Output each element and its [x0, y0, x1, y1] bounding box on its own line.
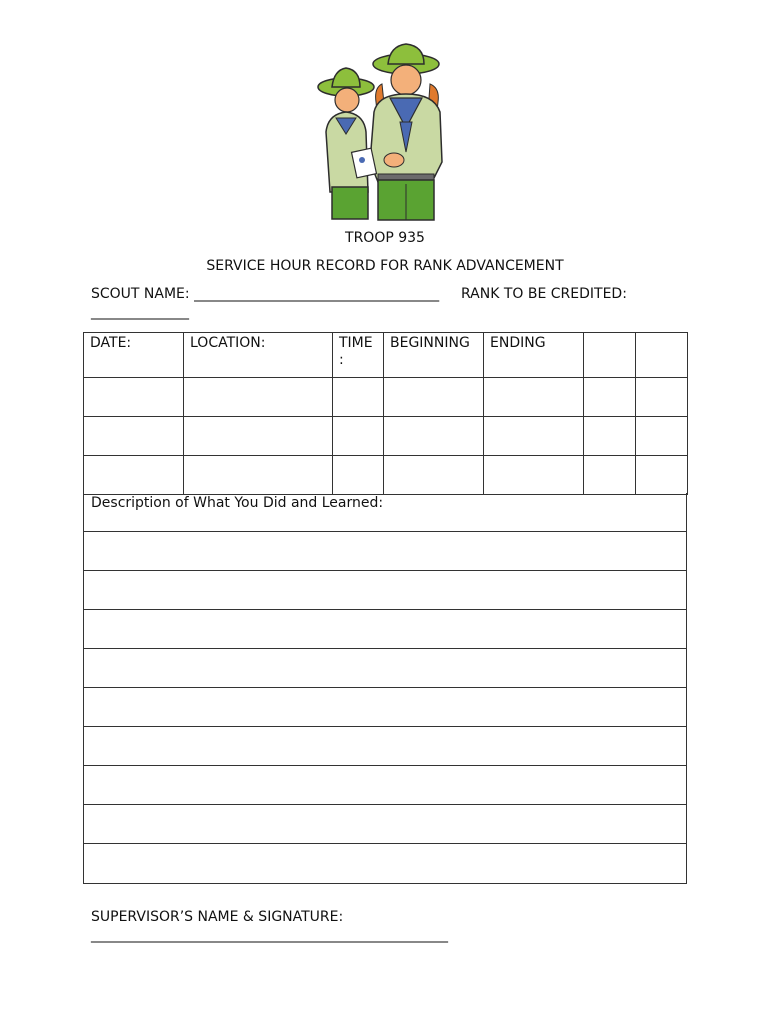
scout-name-field[interactable]: SCOUT NAME: ___________________________________	[91, 286, 440, 302]
description-box	[83, 493, 687, 884]
cell[interactable]	[333, 456, 384, 495]
cell[interactable]	[584, 417, 636, 456]
header-location: LOCATION:	[184, 333, 333, 378]
two-scouts-reading-map-illustration	[312, 42, 462, 222]
header-time: TIME :	[333, 333, 384, 378]
table-header-row	[84, 333, 688, 378]
description-label: Description of What You Did and Learned:	[84, 493, 686, 532]
cell[interactable]	[484, 417, 584, 456]
header-blank-2	[636, 333, 688, 378]
table-row	[84, 456, 688, 495]
description-line[interactable]	[84, 805, 686, 844]
description-line[interactable]	[84, 844, 686, 883]
cell[interactable]	[184, 378, 333, 417]
service-hours-table	[83, 332, 688, 495]
rank-field[interactable]: ______________	[91, 304, 189, 320]
header-date: DATE:	[84, 333, 184, 378]
description-line[interactable]	[84, 571, 686, 610]
header-blank-1	[584, 333, 636, 378]
description-line[interactable]	[84, 532, 686, 571]
header-ending: ENDING	[484, 333, 584, 378]
cell[interactable]	[484, 378, 584, 417]
supervisor-signature-field[interactable]: ___________________________________________________	[91, 927, 448, 943]
form-title: SERVICE HOUR RECORD FOR RANK ADVANCEMENT	[206, 258, 564, 274]
description-line[interactable]	[84, 766, 686, 805]
header-beginning: BEGINNING	[384, 333, 484, 378]
description-line[interactable]	[84, 688, 686, 727]
cell[interactable]	[384, 456, 484, 495]
cell[interactable]	[184, 456, 333, 495]
cell[interactable]	[84, 456, 184, 495]
cell[interactable]	[636, 456, 688, 495]
cell[interactable]	[584, 456, 636, 495]
table-row	[84, 417, 688, 456]
description-line[interactable]	[84, 649, 686, 688]
cell[interactable]	[333, 417, 384, 456]
table-row	[84, 378, 688, 417]
supervisor-label: SUPERVISOR’S NAME & SIGNATURE:	[91, 909, 344, 925]
cell[interactable]	[484, 456, 584, 495]
cell[interactable]	[584, 378, 636, 417]
cell[interactable]	[636, 417, 688, 456]
cell[interactable]	[384, 417, 484, 456]
cell[interactable]	[384, 378, 484, 417]
cell[interactable]	[84, 378, 184, 417]
description-line[interactable]	[84, 727, 686, 766]
rank-label: RANK TO BE CREDITED:	[461, 286, 627, 302]
cell[interactable]	[636, 378, 688, 417]
troop-number: TROOP 935	[345, 230, 425, 246]
cell[interactable]	[184, 417, 333, 456]
description-line[interactable]	[84, 610, 686, 649]
cell[interactable]	[84, 417, 184, 456]
cell[interactable]	[333, 378, 384, 417]
